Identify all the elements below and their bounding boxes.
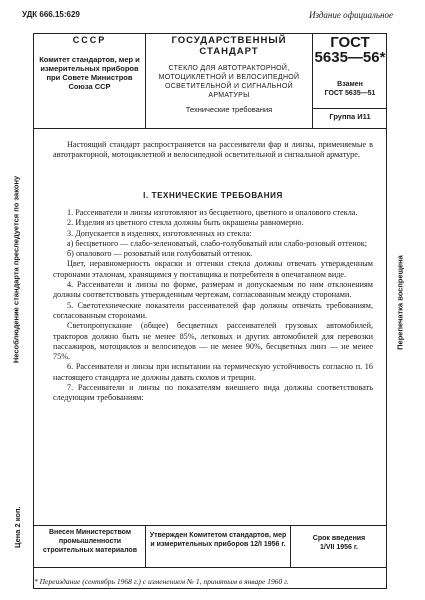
standard-subtitle: Технические требования [185, 105, 273, 114]
effective-block [293, 534, 385, 552]
section-title: I. ТЕХНИЧЕСКИЕ ТРЕБОВАНИЯ [143, 191, 283, 200]
requirements-body [53, 208, 373, 404]
paragraph-3-note: Цвет, неравномерность окраски и оттенки стекла должны отвечать утвержденным сторонами эталонам, хранящимся у поставщика и потребителя в опечатанном виде. [53, 259, 373, 279]
gost-label: ГОСТ [330, 34, 370, 51]
intro-text: Настоящий стандарт распространяется на рассеиватели фар и линзы, применяемые в автотракторной, мотоциклетной и велосипедной осветительной и сигнальной арматуре. [53, 140, 373, 160]
udk-code: УДК 666.15:629 [22, 10, 80, 19]
paragraph-3b: б) опалового — розоватый или голубоватый оттенок. [67, 249, 253, 259]
header-title-block [146, 35, 312, 114]
approved-by: Утвержден Комитетом стандартов, мер и измерительных приборов 12/I 1956 г. [149, 532, 287, 548]
group-code: Группа И11 [329, 112, 371, 121]
reprint-notice-vertical: Перепечатка воспрещена [395, 255, 405, 350]
paragraph-6: 6. Рассеиватели и линзы при испытании на термическую устойчивость согласно п. 16 настоящего стандарта не должны давать сколов и трещин. [53, 362, 373, 382]
paragraph-2: 2. Изделия из цветного стекла должны быть окрашены равномерно. [67, 218, 304, 228]
country-label: СССР [72, 35, 107, 45]
paragraph-4: 4. Рассеиватели и линзы по форме, размерам и допускаемым по ним отклонениям должны соответствовать утвержденным чертежам, согласованным между сторонами. [53, 280, 373, 300]
footer-divider-right [290, 525, 291, 567]
introduced-by: Внесен Министерством промышленности строительных материалов [43, 529, 137, 554]
paragraph-3a: а) бесцветного — слабо-зеленоватый, слабо-голубоватый или слабо-розовый оттенок; [67, 238, 367, 248]
paragraph-1: 1. Рассеиватели и линзы изготовляют из бесцветного, цветного и опалового стекла. [67, 208, 358, 217]
header-bottom-rule [33, 128, 387, 129]
gost-number: 5635—56* [314, 49, 386, 66]
footer-top-rule [33, 525, 387, 526]
paragraph-3: 3. Допускается в изделиях, изготовленных из стекла: [67, 228, 252, 238]
replaces-standard: ГОСТ 5635—51 [324, 90, 376, 97]
header-gost-block [313, 35, 387, 98]
standard-title-line2: СТАНДАРТ [199, 46, 259, 57]
issuer-body: Комитет стандартов, мер и измерительных приборов при Совете Министров Союза ССР [39, 55, 140, 91]
paragraph-5: 5. Светотехнические показатели рассеивателей фар должны отвечать требованиям, согласованным сторонами. [53, 300, 373, 320]
footer-divider-left [145, 525, 146, 567]
header-issuer [34, 36, 145, 91]
group-rule [312, 108, 387, 109]
standard-title-line1: ГОСУДАРСТВЕННЫЙ [171, 35, 287, 46]
legal-notice-vertical: Несоблюдение стандарта преследуется по закону [11, 175, 21, 364]
standard-subject: СТЕКЛО ДЛЯ АВТОТРАКТОРНОЙ, МОТОЦИКЛЕТНОЙ И ВЕЛОСИПЕДНОЙ ОСВЕТИТЕЛЬНОЙ И СИГНАЛЬНОЙ АРМАТУРЫ [158, 65, 300, 99]
effective-date: 1/VII 1956 г. [319, 544, 359, 551]
edition-label: Издание официальное [308, 10, 393, 20]
paragraph-7: 7. Рассеиватели и линзы по показателям внешнего вида должны соответствовать следующим требованиям: [53, 383, 373, 403]
price-vertical: Цена 2 коп. [13, 506, 22, 548]
paragraph-5-transmission: Светопропускание (общее) бесцветных рассеивателей грузовых автомобилей, тракторов должно быть не менее 85%, легковых и других автомобилей для перевозки пассажиров, мотоциклов и велосипедов — не менее 90%, бесцветных линз — не менее 75%. [53, 321, 373, 362]
footer-bottom-rule [33, 567, 387, 568]
replaces-label: Взамен [337, 81, 363, 88]
intro-paragraph [53, 140, 373, 161]
reissue-footnote: * Переиздание (сентябрь 1968 г.) с изменением № 1, принятым в январе 1960 г. [34, 577, 289, 586]
effective-label: Срок введения [312, 535, 366, 542]
